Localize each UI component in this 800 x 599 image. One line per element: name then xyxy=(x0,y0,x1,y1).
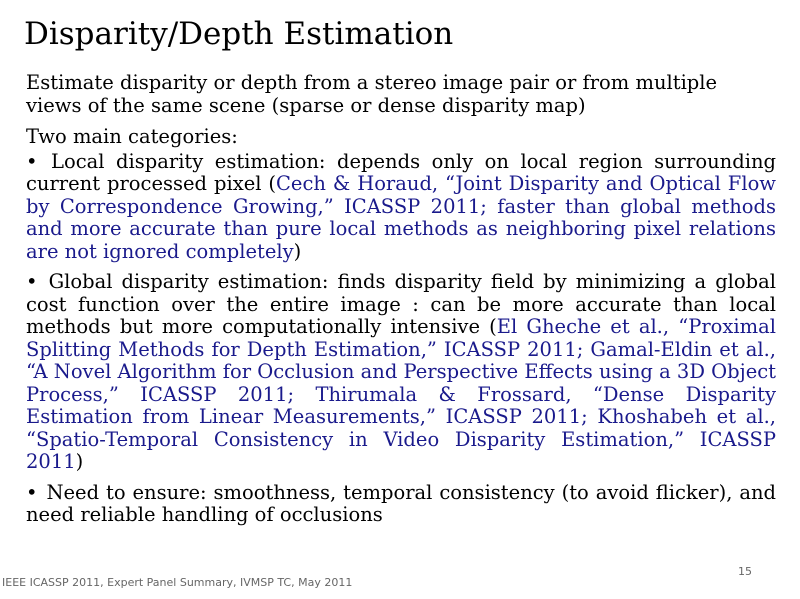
bullet-text: Need to ensure: smoothness, temporal consistency (to avoid flicker), and need reliable handling of occlusions xyxy=(26,480,776,526)
bullet-marker: • xyxy=(26,270,38,293)
page-number: 15 xyxy=(738,565,752,578)
bullet-local-disparity xyxy=(26,151,776,264)
bullet-global-disparity xyxy=(26,271,776,474)
bullet-close: ) xyxy=(293,239,302,263)
bullet-requirements xyxy=(26,482,776,527)
slide-body xyxy=(26,72,776,535)
slide-title: Disparity/Depth Estimation xyxy=(24,16,454,52)
bullet-marker: • xyxy=(26,149,38,173)
bullet-text: Local disparity estimation: depends only on local region surrounding current processed pixel ( xyxy=(26,149,776,195)
slide-footer: IEEE ICASSP 2011, Expert Panel Summary, IVMSP TC, May 2011 xyxy=(2,576,353,589)
bullet-marker: • xyxy=(26,480,38,504)
intro-paragraph: Estimate disparity or depth from a stereo image pair or from multiple views of the same scene (sparse or dense disparity map) xyxy=(26,71,718,117)
bullet-citation: Cech & Horaud, “Joint Disparity and Optical Flow by Correspondence Growing,” ICASSP 2011; faster than global methods and more accurate than pure local methods as neighboring pixel relations are not ignored completely xyxy=(26,172,777,263)
bullet-citation: El Gheche et al., “Proximal Splitting Methods for Depth Estimation,” ICASSP 2011; Gamal-Eldin et al., “A Novel Algorithm for Occlusion and Perspective Effects using a 3D Object Process,” ICASSP 2011; Thirumala & Frossard, “Dense Disparity Estimation from Linear Measurements,” ICASSP 2011; Khoshabeh et al., “Spatio-Temporal Consistency in Video Disparity Estimation,” ICASSP 2011 xyxy=(26,315,776,473)
bullet-text: Global disparity estimation: finds disparity field by minimizing a global cost function over the entire image : can be more accurate than local methods but more computationally intensive ( xyxy=(26,270,777,338)
categories-heading: Two main categories: xyxy=(26,125,238,148)
bullet-close: ) xyxy=(75,450,84,473)
